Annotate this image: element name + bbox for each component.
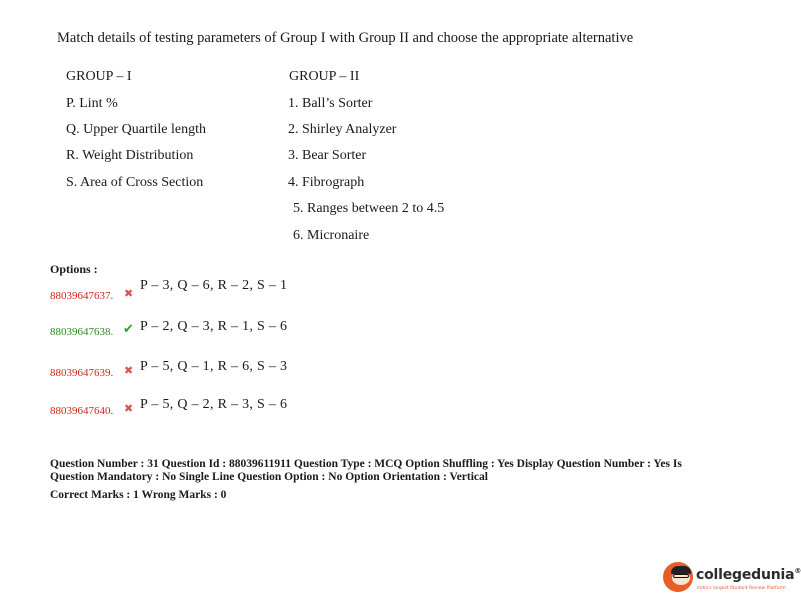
group-1-item-p: P. Lint % [66, 96, 118, 111]
question-marks: Correct Marks : 1 Wrong Marks : 0 [50, 489, 227, 501]
group-2-item-5: 5. Ranges between 2 to 4.5 [293, 201, 445, 216]
option-3-text[interactable]: P – 5, Q – 1, R – 6, S – 3 [140, 359, 288, 374]
collegedunia-logo [660, 561, 801, 601]
option-1-id: 88039647637. [50, 290, 114, 302]
correct-check-icon: ✔ [123, 321, 134, 336]
group-2-item-3: 3. Bear Sorter [288, 148, 367, 163]
group-2-item-6: 6. Micronaire [293, 228, 370, 243]
question-meta-line-2: Question Mandatory : No Single Line Question Option : No Option Orientation : Vertical [50, 471, 488, 483]
wrong-cross-icon: ✖ [124, 288, 134, 300]
option-2-text[interactable]: P – 2, Q – 3, R – 1, S – 6 [140, 319, 288, 334]
logo-tagline: India's largest Student Review Platform [697, 586, 786, 591]
group-2-item-1: 1. Ball’s Sorter [288, 96, 373, 111]
option-3-id: 88039647639. [50, 367, 114, 379]
wrong-cross-icon: ✖ [124, 403, 134, 415]
option-4-id: 88039647640. [50, 405, 114, 417]
option-4-text[interactable]: P – 5, Q – 2, R – 3, S – 6 [140, 397, 288, 412]
group-2-item-2: 2. Shirley Analyzer [288, 122, 397, 137]
question-text: Match details of testing parameters of Group I with Group II and choose the appropriate alternative [57, 30, 634, 46]
collegedunia-mascot-icon [663, 562, 693, 592]
group-1-item-q: Q. Upper Quartile length [66, 122, 206, 137]
logo-wordmark: collegedunia® [696, 567, 801, 583]
group-2-item-4: 4. Fibrograph [288, 175, 365, 190]
option-1-text[interactable]: P – 3, Q – 6, R – 2, S – 1 [140, 278, 288, 293]
group-1-heading: GROUP – I [66, 69, 132, 84]
question-meta-line-1: Question Number : 31 Question Id : 88039611911 Question Type : MCQ Option Shuffling : Yes Display Question Number : Yes Is [50, 458, 682, 470]
group-1-item-r: R. Weight Distribution [66, 148, 194, 163]
group-1-item-s: S. Area of Cross Section [66, 175, 204, 190]
options-label: Options : [50, 262, 98, 276]
group-2-heading: GROUP – II [289, 69, 360, 84]
wrong-cross-icon: ✖ [124, 365, 134, 377]
option-2-id: 88039647638. [50, 326, 114, 338]
